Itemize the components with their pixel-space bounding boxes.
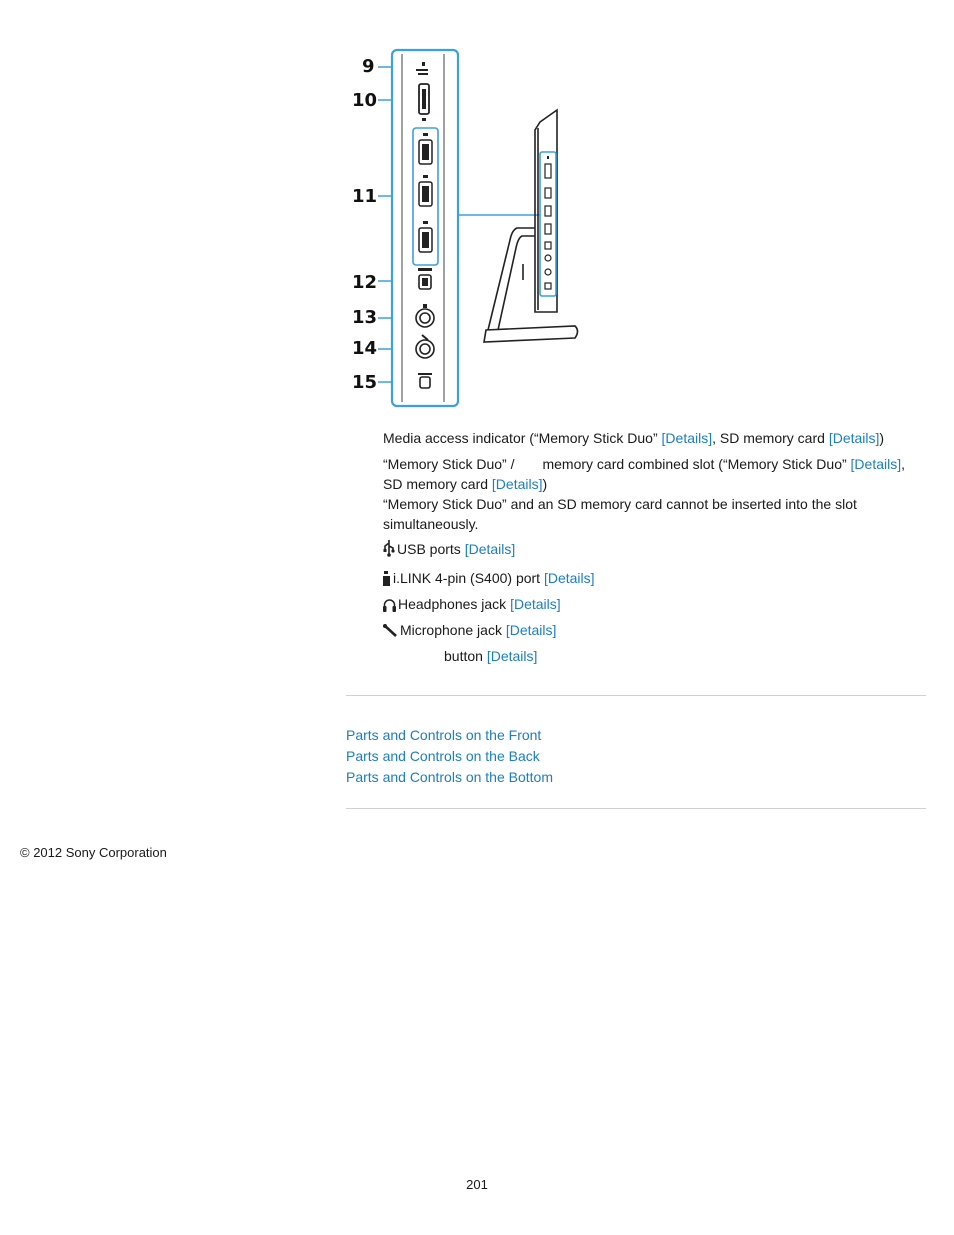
related-links (346, 725, 553, 788)
details-link[interactable]: [Details] (543, 570, 595, 586)
item-text: memory card combined slot (“Memory Stick Duo” (542, 456, 851, 472)
callout-9: 9 (362, 56, 375, 77)
item-text: ) (879, 430, 885, 446)
item-text: USB ports (397, 541, 465, 557)
slot-line-1 (383, 454, 928, 474)
link-parts-back[interactable]: Parts and Controls on the Back (346, 748, 540, 764)
item-text: Media access indicator (“Memory Stick Duo” (383, 430, 662, 446)
callout-13: 13 (352, 307, 378, 328)
item-text: ) (542, 476, 548, 492)
side-panel-illustration (340, 40, 600, 420)
item-text: , SD memory card (712, 430, 829, 446)
item-text: Headphones jack (398, 596, 511, 612)
slot-line-2 (383, 474, 928, 494)
page-number: 201 (466, 1177, 488, 1192)
list-item-ilink (383, 568, 928, 588)
slot-note: “Memory Stick Duo” and an SD memory card cannot be inserted into the slot simultaneously. (383, 496, 857, 532)
details-link[interactable]: [Details] (464, 541, 516, 557)
item-text: SD memory card (383, 476, 492, 492)
details-link[interactable]: [Details] (828, 430, 880, 446)
list-item-media-indicator (383, 428, 928, 448)
list-item-button (383, 646, 954, 666)
list-item-microphone (383, 620, 928, 640)
details-link[interactable]: [Details] (505, 622, 557, 638)
item-text: “Memory Stick Duo” / (383, 456, 515, 472)
usb-icon (383, 539, 395, 557)
details-link[interactable]: [Details] (491, 476, 543, 492)
callout-15: 15 (352, 372, 378, 393)
ilink-icon (383, 571, 391, 586)
copyright: © 2012 Sony Corporation (20, 845, 167, 860)
headphones-icon (383, 598, 396, 612)
list-item-combined-slot (383, 454, 928, 534)
details-link[interactable]: [Details] (661, 430, 713, 446)
item-text: , (901, 456, 906, 472)
link-parts-front[interactable]: Parts and Controls on the Front (346, 727, 542, 743)
divider-top (346, 695, 926, 696)
item-text: button (444, 648, 487, 664)
item-text: Microphone jack (400, 622, 506, 638)
callout-12: 12 (352, 272, 378, 293)
microphone-icon (383, 624, 398, 638)
details-link[interactable]: [Details] (510, 596, 561, 612)
item-text: i.LINK 4-pin (S400) port (393, 570, 544, 586)
callout-10: 10 (352, 90, 378, 111)
details-link[interactable]: [Details] (486, 648, 538, 664)
list-item-usb (383, 539, 928, 559)
callout-11: 11 (352, 186, 378, 207)
list-item-headphones (383, 594, 928, 614)
side-panel-diagram (340, 40, 600, 420)
callout-14: 14 (352, 338, 378, 359)
link-parts-bottom[interactable]: Parts and Controls on the Bottom (346, 769, 553, 785)
divider-bottom (346, 808, 926, 809)
details-link[interactable]: [Details] (850, 456, 902, 472)
